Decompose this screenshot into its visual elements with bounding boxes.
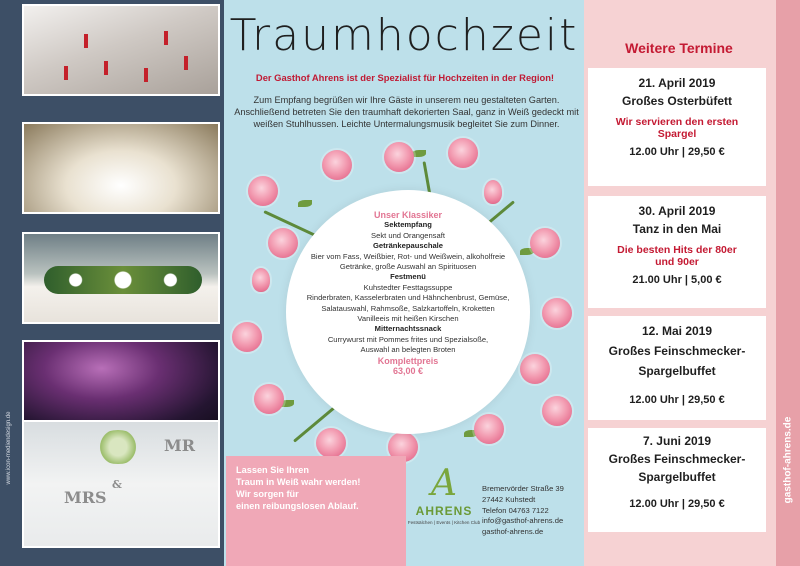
photo-flower-arrangement <box>22 232 220 324</box>
slogan-box <box>226 456 406 566</box>
rose-icon <box>542 298 572 328</box>
rose-icon <box>232 322 262 352</box>
slogan-line: Lassen Sie Ihren <box>236 465 310 475</box>
menu-line: Sekt und Orangensaft <box>371 230 445 240</box>
rose-icon <box>316 428 346 458</box>
menu-line: Bier vom Fass, Weißbier, Rot- und Weißwein, alkoholfreie <box>310 251 506 261</box>
subtitle: Der Gasthof Ahrens ist der Spezialist für Hochzeiten in der Region! <box>255 72 555 83</box>
photo-round-tables <box>22 122 220 214</box>
event-subtitle: und 90er <box>655 256 699 268</box>
slogan-line: Traum in Weiß wahr werden! <box>236 477 361 487</box>
intro-text: Zum Empfang begrüßen wir Ihre Gäste in unserem neu gestalteten Garten. Anschließend betreten Sie den traumhaft dekorierten Saal, ganz in Weiß gedeckt mit weißen Stuhlhussen. Leichte Untermalungsmusik begleitet Sie zum Dinner. <box>234 95 579 130</box>
menu-line: Auswahl an belegten Broten <box>360 345 456 355</box>
slogan-line: einen reibungslosen Ablauf. <box>236 501 359 511</box>
rose-icon <box>448 138 478 168</box>
menu-line: Getränke, große Auswahl an Spirituosen <box>339 262 477 272</box>
menu-line: Rinderbraten, Kasselerbraten und Hähnchenbrust, Gemüse, <box>306 293 510 303</box>
menu-line: Kuhstedter Festtagssuppe <box>363 282 453 292</box>
menu-heading: Sektempfang <box>384 220 432 230</box>
event-name: Großes Osterbüfett <box>621 94 732 108</box>
events-heading: Weitere Termine <box>625 40 733 56</box>
website-vertical-label: gasthof-ahrens.de <box>782 416 794 504</box>
logo-name: AHRENS <box>415 504 473 518</box>
rose-icon <box>248 176 278 206</box>
menu-price: 63,00 € <box>392 366 424 377</box>
event-time-price: 12.00 Uhr | 29,50 € <box>629 146 725 158</box>
photo-banquet-hall <box>22 4 220 96</box>
event-subtitle: Wir servieren den ersten <box>615 116 739 128</box>
page-title: Traumhochzeit <box>229 10 579 61</box>
center-panel <box>224 0 584 566</box>
mr-letters: MR <box>164 436 196 455</box>
menu-heading: Festmenü <box>390 272 426 282</box>
contact-address <box>482 484 586 538</box>
ahrens-logo <box>404 463 484 556</box>
menu-line: Currywurst mit Pommes frites und Spezialsoße, <box>327 334 489 344</box>
events-panel <box>584 0 776 566</box>
photo-column <box>0 0 224 566</box>
rose-bud-icon <box>484 180 502 204</box>
event-time-price: 12.00 Uhr | 29,50 € <box>629 498 725 510</box>
rose-bud-icon <box>252 268 270 292</box>
rose-icon <box>254 384 284 414</box>
address-phone: Telefon 04763 7122 <box>482 505 549 515</box>
rose-icon <box>474 414 504 444</box>
rose-icon <box>384 142 414 172</box>
event-card-may-dance <box>588 196 766 308</box>
event-date: 30. April 2019 <box>638 204 716 218</box>
slogan-line: Wir sorgen für <box>236 489 299 499</box>
event-date: 7. Juni 2019 <box>642 434 712 448</box>
address-email[interactable]: info@gasthof-ahrens.de <box>482 516 564 526</box>
website-strip <box>776 0 800 566</box>
event-subtitle: Spargel <box>657 128 697 140</box>
rose-icon <box>542 396 572 426</box>
event-name: Spargelbuffet <box>638 364 716 378</box>
event-name: Großes Feinschmecker- <box>608 344 746 358</box>
event-date: 12. Mai 2019 <box>641 324 713 338</box>
menu-price-heading: Komplettpreis <box>377 355 439 366</box>
event-subtitle: Die besten Hits der 80er <box>617 244 737 256</box>
ahrens-logo-mark-icon: A <box>431 463 457 504</box>
event-name: Tanz in den Mai <box>632 222 722 236</box>
address-web[interactable]: gasthof-ahrens.de <box>482 527 544 537</box>
designer-credit: www.icon-mediendesign.de <box>6 410 12 485</box>
event-date: 21. April 2019 <box>638 76 716 90</box>
event-card-asparagus-june <box>588 428 766 532</box>
address-street: Bremervörder Straße 39 <box>482 484 564 493</box>
menu-heading: Mitternachtssnack <box>374 324 442 334</box>
event-name: Spargelbuffet <box>638 470 716 484</box>
address-city: 27442 Kuhstedt <box>482 494 536 504</box>
menu-line: Vanilleeis mit heißen Kirschen <box>357 314 459 324</box>
menu-heading: Getränkepauschale <box>372 241 444 251</box>
event-time-price: 12.00 Uhr | 29,50 € <box>629 394 725 406</box>
rose-icon <box>530 228 560 258</box>
ampersand: & <box>112 478 122 491</box>
event-card-asparagus-may <box>588 316 766 420</box>
event-card-easter <box>588 68 766 186</box>
event-time-price: 21.00 Uhr | 5,00 € <box>632 274 722 286</box>
menu-line: Salatauswahl, Rahmsoße, Salzkartoffeln, Kroketten <box>321 303 495 313</box>
event-name: Großes Feinschmecker- <box>608 452 746 466</box>
menu-classic-heading: Unser Klassiker <box>373 210 443 220</box>
mrs-letters: MRS <box>64 488 107 507</box>
menu-text <box>286 210 530 377</box>
photo-mr-mrs-table <box>22 420 220 548</box>
rose-icon <box>322 150 352 180</box>
photo-dance-hall <box>22 340 220 432</box>
logo-tagline: Festsälchen | Events | Kitchen Club <box>407 520 481 525</box>
